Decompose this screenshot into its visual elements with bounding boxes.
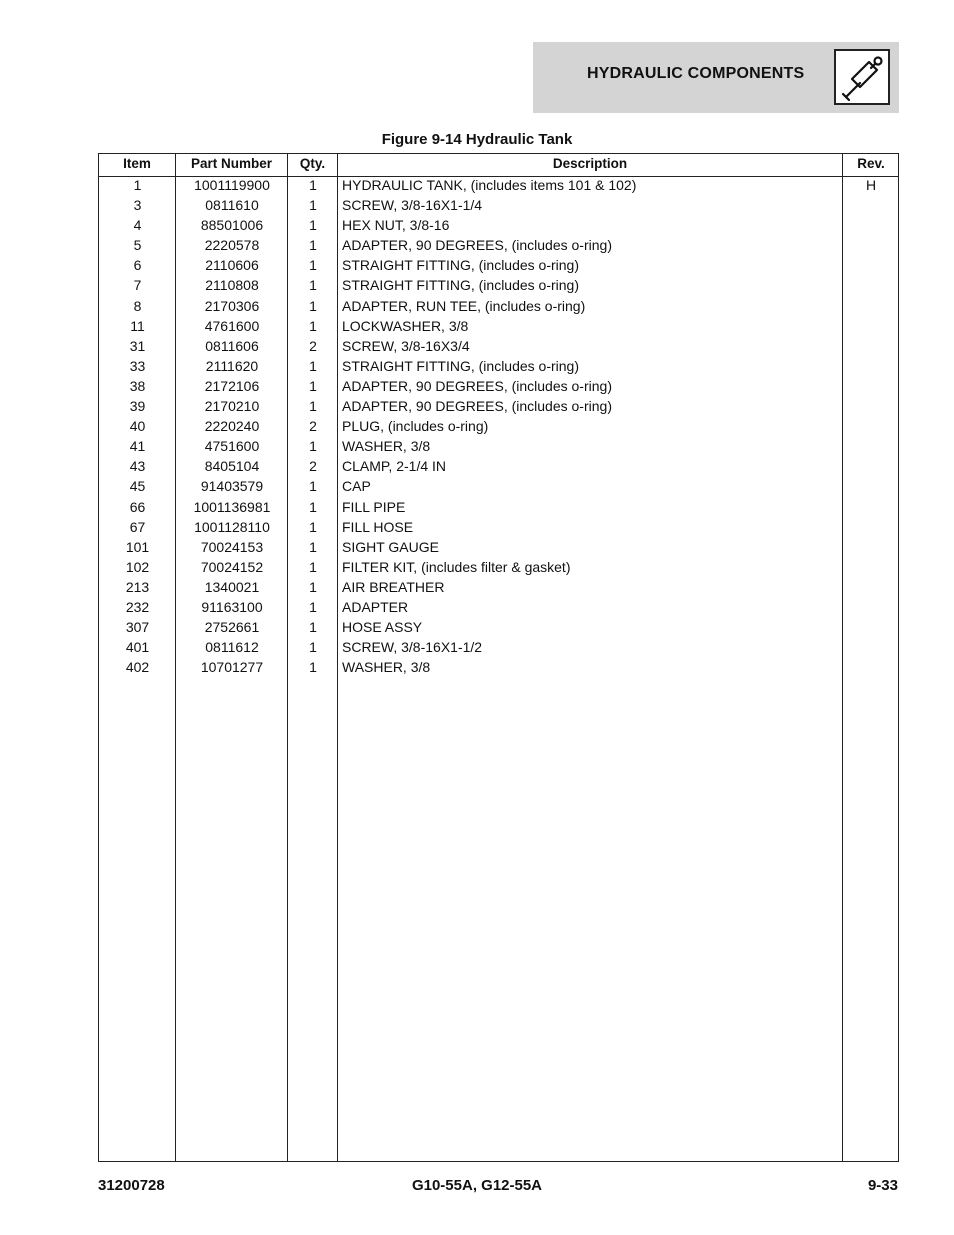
table-row bbox=[99, 195, 898, 215]
qty-cell: 1 bbox=[309, 297, 317, 314]
description-cell: CLAMP, 2-1/4 IN bbox=[342, 458, 447, 475]
parts-table bbox=[98, 153, 899, 1162]
part-number-cell: 1001119900 bbox=[194, 177, 270, 193]
column-header-qty: Qty. bbox=[299, 156, 326, 171]
part-number-cell: 1001128110 bbox=[194, 518, 270, 535]
qty-cell: 1 bbox=[309, 197, 317, 214]
table-row bbox=[99, 175, 898, 195]
description-cell: SCREW, 3/8-16X3/4 bbox=[342, 337, 470, 354]
section-title: HYDRAULIC COMPONENTS bbox=[587, 65, 805, 82]
qty-cell: 1 bbox=[309, 498, 317, 515]
table-row bbox=[99, 215, 898, 235]
item-cell: 307 bbox=[125, 619, 150, 636]
qty-cell: 1 bbox=[309, 438, 317, 455]
table-row bbox=[99, 637, 898, 657]
part-number-cell: 91403579 bbox=[200, 478, 264, 495]
column-header-item: Item bbox=[123, 156, 151, 171]
table-row bbox=[99, 416, 898, 436]
qty-cell: 1 bbox=[309, 598, 317, 615]
table-row bbox=[99, 396, 898, 416]
description-cell: SCREW, 3/8-16X1-1/4 bbox=[342, 197, 483, 214]
column-header-description: Description bbox=[552, 156, 628, 171]
table-row bbox=[99, 356, 898, 376]
description-cell: STRAIGHT FITTING, (includes o-ring) bbox=[342, 277, 580, 294]
table-row bbox=[99, 316, 898, 336]
item-cell: 4 bbox=[133, 217, 142, 234]
description-cell: ADAPTER bbox=[342, 598, 409, 615]
part-number-cell: 8405104 bbox=[204, 458, 260, 475]
item-cell: 8 bbox=[133, 297, 142, 314]
qty-cell: 1 bbox=[309, 377, 317, 394]
column-header-part-number: Part Number bbox=[190, 156, 273, 171]
part-number-cell: 1001136981 bbox=[193, 498, 271, 515]
table-row bbox=[99, 296, 898, 316]
description-cell: HYDRAULIC TANK, (includes items 101 & 102) bbox=[342, 177, 637, 193]
qty-cell: 1 bbox=[309, 277, 317, 294]
part-number-cell: 4761600 bbox=[204, 317, 260, 334]
item-cell: 45 bbox=[129, 478, 146, 495]
part-number-cell: 0811612 bbox=[205, 639, 259, 656]
item-cell: 31 bbox=[129, 337, 146, 354]
part-number-cell: 2172106 bbox=[204, 377, 260, 394]
item-cell: 5 bbox=[133, 237, 142, 254]
item-cell: 101 bbox=[125, 538, 150, 555]
part-number-cell: 2110606 bbox=[205, 257, 259, 274]
footer-page-number: 9-33 bbox=[867, 1177, 898, 1194]
description-cell: PLUG, (includes o-ring) bbox=[342, 418, 489, 435]
part-number-cell: 2752661 bbox=[204, 619, 260, 636]
footer-model: G10-55A, G12-55A bbox=[411, 1177, 543, 1194]
qty-cell: 1 bbox=[309, 558, 317, 575]
description-cell: STRAIGHT FITTING, (includes o-ring) bbox=[342, 357, 580, 374]
column-header-rev: Rev. bbox=[857, 156, 885, 171]
item-cell: 11 bbox=[130, 317, 145, 334]
part-number-cell: 2220578 bbox=[204, 237, 260, 254]
qty-cell: 1 bbox=[309, 659, 317, 676]
qty-cell: 1 bbox=[309, 639, 317, 656]
footer-document-number: 31200728 bbox=[98, 1177, 165, 1194]
item-cell: 41 bbox=[129, 438, 146, 455]
qty-cell: 1 bbox=[309, 357, 317, 374]
table-row bbox=[99, 456, 898, 476]
item-cell: 102 bbox=[125, 558, 150, 575]
part-number-cell: 0811606 bbox=[205, 337, 259, 354]
table-row bbox=[99, 336, 898, 356]
description-cell: ADAPTER, 90 DEGREES, (includes o-ring) bbox=[342, 237, 612, 254]
hydraulic-cylinder-icon bbox=[834, 49, 890, 105]
description-cell: FILL PIPE bbox=[342, 498, 406, 515]
qty-cell: 1 bbox=[309, 317, 317, 334]
item-cell: 3 bbox=[133, 197, 142, 214]
part-number-cell: 4751600 bbox=[204, 438, 260, 455]
table-row bbox=[99, 537, 898, 557]
description-cell: ADAPTER, 90 DEGREES, (includes o-ring) bbox=[342, 398, 612, 415]
table-row bbox=[99, 597, 898, 617]
part-number-cell: 2110808 bbox=[205, 277, 259, 294]
table-row bbox=[99, 275, 898, 295]
description-cell: LOCKWASHER, 3/8 bbox=[342, 317, 469, 334]
item-cell: 40 bbox=[129, 418, 146, 435]
part-number-cell: 2111620 bbox=[205, 357, 259, 374]
table-row bbox=[99, 577, 898, 597]
description-cell: FILTER KIT, (includes filter & gasket) bbox=[342, 558, 571, 575]
qty-cell: 2 bbox=[309, 418, 317, 435]
part-number-cell: 88501006 bbox=[200, 217, 264, 234]
part-number-cell: 1340021 bbox=[204, 578, 260, 595]
figure-title: Figure 9-14 Hydraulic Tank bbox=[381, 131, 573, 148]
item-cell: 232 bbox=[125, 598, 150, 615]
part-number-cell: 2220240 bbox=[204, 418, 260, 435]
item-cell: 39 bbox=[129, 398, 146, 415]
item-cell: 213 bbox=[125, 578, 150, 595]
table-row bbox=[99, 235, 898, 255]
item-cell: 6 bbox=[133, 257, 142, 274]
description-cell: WASHER, 3/8 bbox=[342, 659, 431, 676]
description-cell: ADAPTER, RUN TEE, (includes o-ring) bbox=[342, 297, 586, 314]
table-row bbox=[99, 657, 898, 677]
table-row bbox=[99, 497, 898, 517]
qty-cell: 1 bbox=[309, 518, 317, 535]
table-row bbox=[99, 255, 898, 275]
part-number-cell: 0811610 bbox=[205, 197, 259, 214]
item-cell: 66 bbox=[129, 498, 146, 515]
item-cell: 1 bbox=[133, 177, 142, 193]
qty-cell: 1 bbox=[309, 217, 317, 234]
part-number-cell: 91163100 bbox=[201, 598, 263, 615]
description-cell: SCREW, 3/8-16X1-1/2 bbox=[342, 639, 483, 656]
qty-cell: 1 bbox=[309, 478, 317, 495]
item-cell: 33 bbox=[129, 357, 146, 374]
item-cell: 43 bbox=[129, 458, 146, 475]
description-cell: SIGHT GAUGE bbox=[342, 538, 439, 555]
description-cell: AIR BREATHER bbox=[342, 578, 445, 595]
item-cell: 38 bbox=[129, 377, 146, 394]
qty-cell: 1 bbox=[309, 578, 317, 595]
section-header bbox=[533, 42, 899, 113]
part-number-cell: 2170210 bbox=[204, 398, 260, 415]
description-cell: HOSE ASSY bbox=[342, 619, 423, 636]
table-row bbox=[99, 376, 898, 396]
table-row bbox=[99, 617, 898, 637]
part-number-cell: 2170306 bbox=[204, 297, 260, 314]
qty-cell: 1 bbox=[309, 177, 317, 193]
description-cell: WASHER, 3/8 bbox=[342, 438, 431, 455]
part-number-cell: 70024153 bbox=[200, 538, 264, 555]
item-cell: 402 bbox=[125, 659, 150, 676]
qty-cell: 1 bbox=[309, 398, 317, 415]
qty-cell: 1 bbox=[309, 237, 317, 254]
description-cell: STRAIGHT FITTING, (includes o-ring) bbox=[342, 257, 580, 274]
table-row bbox=[99, 557, 898, 577]
description-cell: HEX NUT, 3/8-16 bbox=[342, 217, 450, 234]
part-number-cell: 10701277 bbox=[200, 659, 264, 676]
table-row bbox=[99, 517, 898, 537]
description-cell: FILL HOSE bbox=[342, 518, 414, 535]
table-body bbox=[99, 175, 898, 677]
rev-cell: H bbox=[865, 177, 877, 193]
item-cell: 67 bbox=[129, 518, 146, 535]
qty-cell: 1 bbox=[309, 257, 317, 274]
item-cell: 7 bbox=[133, 277, 142, 294]
table-row bbox=[99, 476, 898, 496]
qty-cell: 2 bbox=[309, 458, 317, 475]
qty-cell: 1 bbox=[309, 538, 317, 555]
table-row bbox=[99, 436, 898, 456]
item-cell: 401 bbox=[125, 639, 150, 656]
qty-cell: 2 bbox=[309, 337, 317, 354]
description-cell: ADAPTER, 90 DEGREES, (includes o-ring) bbox=[342, 377, 612, 394]
part-number-cell: 70024152 bbox=[200, 558, 264, 575]
description-cell: CAP bbox=[342, 478, 371, 495]
qty-cell: 1 bbox=[309, 619, 317, 636]
